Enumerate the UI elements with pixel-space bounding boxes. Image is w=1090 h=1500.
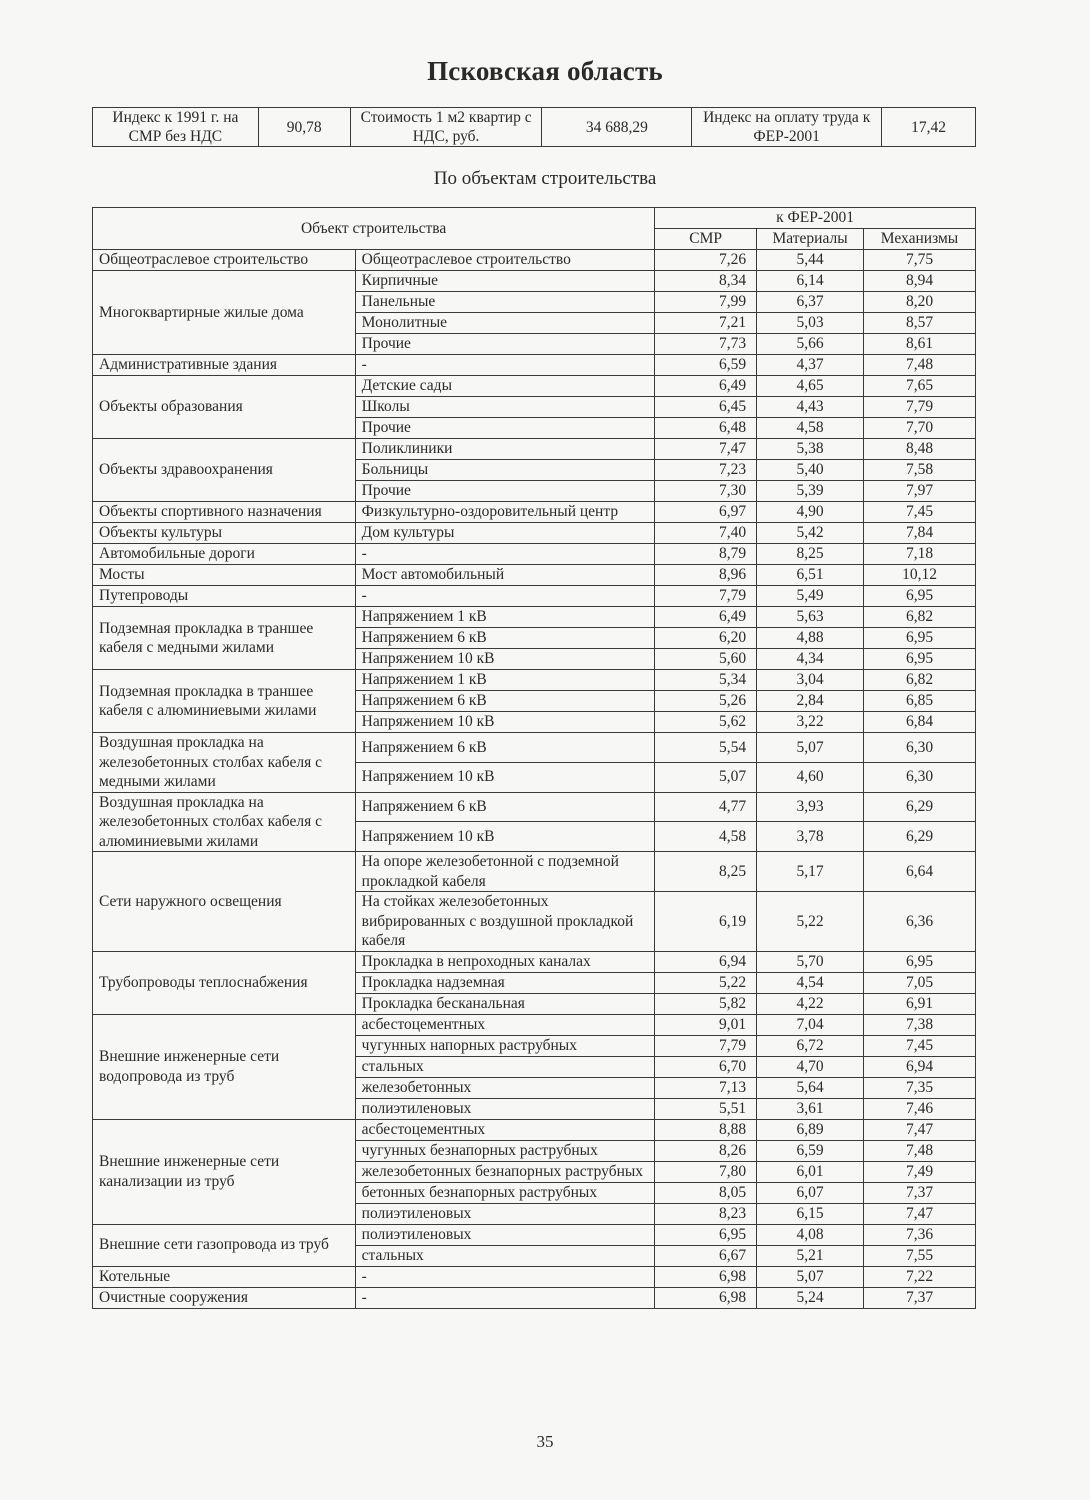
object-subtype: Больницы xyxy=(355,460,655,481)
smr-value: 8,26 xyxy=(655,1140,757,1161)
table-row xyxy=(93,852,976,892)
labor-index-label: Индекс на оплату труда к ФЕР-2001 xyxy=(692,108,882,147)
mechanisms-value: 7,35 xyxy=(864,1077,976,1098)
smr-value: 6,98 xyxy=(655,1287,757,1308)
object-category: Общеотраслевое строительство xyxy=(93,250,356,271)
header-materials: Материалы xyxy=(757,229,864,250)
materials-value: 4,90 xyxy=(757,502,864,523)
page-title: Псковская область xyxy=(427,56,663,86)
materials-value: 4,34 xyxy=(757,649,864,670)
table-row xyxy=(93,502,976,523)
mechanisms-value: 6,64 xyxy=(864,852,976,892)
smr-value: 7,40 xyxy=(655,523,757,544)
object-subtype: Прочие xyxy=(355,334,655,355)
mechanisms-value: 6,91 xyxy=(864,993,976,1014)
smr-value: 7,30 xyxy=(655,481,757,502)
mechanisms-value: 7,45 xyxy=(864,1035,976,1056)
mechanisms-value: 10,12 xyxy=(864,565,976,586)
smr-value: 7,73 xyxy=(655,334,757,355)
table-row xyxy=(93,733,976,763)
object-subtype: - xyxy=(355,355,655,376)
materials-value: 3,04 xyxy=(757,670,864,691)
object-category: Объекты здравоохранения xyxy=(93,439,356,502)
object-subtype: Кирпичные xyxy=(355,271,655,292)
object-subtype: Напряжением 6 кВ xyxy=(355,691,655,712)
mechanisms-value: 6,29 xyxy=(864,792,976,822)
materials-value: 5,44 xyxy=(757,250,864,271)
object-subtype: Напряжением 6 кВ xyxy=(355,792,655,822)
object-subtype: Напряжением 6 кВ xyxy=(355,733,655,763)
smr-value: 8,34 xyxy=(655,271,757,292)
mechanisms-value: 6,36 xyxy=(864,892,976,952)
object-category: Подземная прокладка в траншее кабеля с медными жилами xyxy=(93,607,356,670)
smr-value: 5,51 xyxy=(655,1098,757,1119)
object-subtype: Прокладка бесканальная xyxy=(355,993,655,1014)
object-subtype: Напряжением 10 кВ xyxy=(355,822,655,852)
table-row xyxy=(93,951,976,972)
smr-value: 5,60 xyxy=(655,649,757,670)
materials-value: 3,22 xyxy=(757,712,864,733)
materials-value: 5,42 xyxy=(757,523,864,544)
smr-value: 6,97 xyxy=(655,502,757,523)
object-subtype: Напряжением 10 кВ xyxy=(355,762,655,792)
object-subtype: чугунных напорных раструбных xyxy=(355,1035,655,1056)
summary-row xyxy=(93,108,976,147)
smr-value: 7,26 xyxy=(655,250,757,271)
cost-per-m2-label: Стоимость 1 м2 квартир с НДС, руб. xyxy=(350,108,542,147)
object-subtype: асбестоцементных xyxy=(355,1119,655,1140)
object-subtype: На стойках железобетонных вибрированных с воздушной прокладкой кабеля xyxy=(355,892,655,952)
smr-value: 5,82 xyxy=(655,993,757,1014)
materials-value: 6,89 xyxy=(757,1119,864,1140)
object-category: Воздушная прокладка на железобетонных столбах кабеля с медными жилами xyxy=(93,733,356,793)
header-fer-2001: к ФЕР-2001 xyxy=(655,208,976,229)
object-subtype: Прочие xyxy=(355,418,655,439)
smr-value: 7,13 xyxy=(655,1077,757,1098)
object-category: Очистные сооружения xyxy=(93,1287,356,1308)
smr-value: 6,67 xyxy=(655,1245,757,1266)
mechanisms-value: 7,97 xyxy=(864,481,976,502)
object-subtype: Прокладка в непроходных каналах xyxy=(355,951,655,972)
materials-value: 5,07 xyxy=(757,1266,864,1287)
index-1991-label: Индекс к 1991 г. на СМР без НДС xyxy=(93,108,259,147)
materials-value: 3,93 xyxy=(757,792,864,822)
mechanisms-value: 7,46 xyxy=(864,1098,976,1119)
object-category: Трубопроводы теплоснабжения xyxy=(93,951,356,1014)
mechanisms-value: 8,94 xyxy=(864,271,976,292)
table-header xyxy=(93,208,976,250)
table-row xyxy=(93,439,976,460)
object-category: Путепроводы xyxy=(93,586,356,607)
object-category: Сети наружного освещения xyxy=(93,852,356,952)
mechanisms-value: 7,18 xyxy=(864,544,976,565)
smr-value: 7,47 xyxy=(655,439,757,460)
materials-value: 4,88 xyxy=(757,628,864,649)
mechanisms-value: 7,47 xyxy=(864,1203,976,1224)
materials-value: 7,04 xyxy=(757,1014,864,1035)
object-category: Внешние инженерные сети водопровода из труб xyxy=(93,1014,356,1119)
object-subtype: полиэтиленовых xyxy=(355,1203,655,1224)
object-subtype: Детские сады xyxy=(355,376,655,397)
mechanisms-value: 6,94 xyxy=(864,1056,976,1077)
mechanisms-value: 7,49 xyxy=(864,1161,976,1182)
materials-value: 5,64 xyxy=(757,1077,864,1098)
object-subtype: железобетонных безнапорных раструбных xyxy=(355,1161,655,1182)
smr-value: 7,23 xyxy=(655,460,757,481)
table-row xyxy=(93,1119,976,1140)
materials-value: 4,65 xyxy=(757,376,864,397)
object-category: Автомобильные дороги xyxy=(93,544,356,565)
mechanisms-value: 7,45 xyxy=(864,502,976,523)
object-category: Объекты спортивного назначения xyxy=(93,502,356,523)
smr-value: 6,98 xyxy=(655,1266,757,1287)
mechanisms-value: 6,29 xyxy=(864,822,976,852)
mechanisms-value: 7,65 xyxy=(864,376,976,397)
materials-value: 5,40 xyxy=(757,460,864,481)
smr-value: 7,21 xyxy=(655,313,757,334)
object-subtype: Прокладка надземная xyxy=(355,972,655,993)
object-subtype: Прочие xyxy=(355,481,655,502)
materials-value: 2,84 xyxy=(757,691,864,712)
mechanisms-value: 7,22 xyxy=(864,1266,976,1287)
smr-value: 6,70 xyxy=(655,1056,757,1077)
mechanisms-value: 6,30 xyxy=(864,733,976,763)
smr-value: 5,62 xyxy=(655,712,757,733)
smr-value: 7,79 xyxy=(655,1035,757,1056)
mechanisms-value: 7,48 xyxy=(864,355,976,376)
object-subtype: полиэтиленовых xyxy=(355,1098,655,1119)
object-subtype: Дом культуры xyxy=(355,523,655,544)
summary-table xyxy=(92,107,976,147)
smr-value: 8,88 xyxy=(655,1119,757,1140)
table-row xyxy=(93,565,976,586)
materials-value: 5,49 xyxy=(757,586,864,607)
mechanisms-value: 8,48 xyxy=(864,439,976,460)
object-subtype: стальных xyxy=(355,1056,655,1077)
mechanisms-value: 6,82 xyxy=(864,607,976,628)
mechanisms-value: 6,30 xyxy=(864,762,976,792)
mechanisms-value: 6,95 xyxy=(864,649,976,670)
materials-value: 4,58 xyxy=(757,418,864,439)
smr-value: 8,25 xyxy=(655,852,757,892)
smr-value: 6,94 xyxy=(655,951,757,972)
materials-value: 5,70 xyxy=(757,951,864,972)
object-subtype: Мост автомобильный xyxy=(355,565,655,586)
smr-value: 6,20 xyxy=(655,628,757,649)
smr-value: 6,19 xyxy=(655,892,757,952)
mechanisms-value: 7,55 xyxy=(864,1245,976,1266)
materials-value: 4,08 xyxy=(757,1224,864,1245)
object-subtype: Напряжением 1 кВ xyxy=(355,670,655,691)
smr-value: 5,54 xyxy=(655,733,757,763)
object-subtype: Поликлиники xyxy=(355,439,655,460)
materials-value: 3,78 xyxy=(757,822,864,852)
table-row xyxy=(93,670,976,691)
mechanisms-value: 7,37 xyxy=(864,1182,976,1203)
smr-value: 8,79 xyxy=(655,544,757,565)
materials-value: 5,66 xyxy=(757,334,864,355)
smr-value: 7,99 xyxy=(655,292,757,313)
smr-value: 9,01 xyxy=(655,1014,757,1035)
smr-value: 4,77 xyxy=(655,792,757,822)
table-row xyxy=(93,607,976,628)
smr-value: 4,58 xyxy=(655,822,757,852)
mechanisms-value: 8,57 xyxy=(864,313,976,334)
mechanisms-value: 7,37 xyxy=(864,1287,976,1308)
smr-value: 7,80 xyxy=(655,1161,757,1182)
object-category: Внешние сети газопровода из труб xyxy=(93,1224,356,1266)
table-row xyxy=(93,250,976,271)
mechanisms-value: 7,75 xyxy=(864,250,976,271)
smr-value: 6,49 xyxy=(655,607,757,628)
object-category: Объекты образования xyxy=(93,376,356,439)
object-category: Административные здания xyxy=(93,355,356,376)
table-row xyxy=(93,355,976,376)
materials-value: 5,17 xyxy=(757,852,864,892)
header-smr: СМР xyxy=(655,229,757,250)
mechanisms-value: 7,58 xyxy=(864,460,976,481)
materials-value: 5,07 xyxy=(757,733,864,763)
materials-value: 6,72 xyxy=(757,1035,864,1056)
mechanisms-value: 7,79 xyxy=(864,397,976,418)
mechanisms-value: 6,95 xyxy=(864,586,976,607)
materials-value: 6,01 xyxy=(757,1161,864,1182)
object-subtype: бетонных безнапорных раструбных xyxy=(355,1182,655,1203)
table-row xyxy=(93,544,976,565)
mechanisms-value: 6,82 xyxy=(864,670,976,691)
materials-value: 3,61 xyxy=(757,1098,864,1119)
construction-index-table xyxy=(92,207,976,1309)
object-subtype: Напряжением 6 кВ xyxy=(355,628,655,649)
smr-value: 5,22 xyxy=(655,972,757,993)
object-subtype: Панельные xyxy=(355,292,655,313)
table-row xyxy=(93,271,976,292)
object-subtype: стальных xyxy=(355,1245,655,1266)
materials-value: 5,63 xyxy=(757,607,864,628)
mechanisms-value: 6,84 xyxy=(864,712,976,733)
smr-value: 6,95 xyxy=(655,1224,757,1245)
materials-value: 6,07 xyxy=(757,1182,864,1203)
object-subtype: асбестоцементных xyxy=(355,1014,655,1035)
page-number: 35 xyxy=(536,1432,554,1451)
materials-value: 4,60 xyxy=(757,762,864,792)
labor-index-value: 17,42 xyxy=(882,108,976,147)
object-category: Воздушная прокладка на железобетонных столбах кабеля с алюминиевыми жилами xyxy=(93,792,356,852)
object-subtype: Напряжением 10 кВ xyxy=(355,712,655,733)
materials-value: 6,51 xyxy=(757,565,864,586)
materials-value: 5,38 xyxy=(757,439,864,460)
mechanisms-value: 6,85 xyxy=(864,691,976,712)
materials-value: 6,14 xyxy=(757,271,864,292)
materials-value: 6,37 xyxy=(757,292,864,313)
smr-value: 5,07 xyxy=(655,762,757,792)
header-object: Объект строительства xyxy=(93,208,655,250)
mechanisms-value: 7,47 xyxy=(864,1119,976,1140)
object-subtype: На опоре железобетонной с подземной прокладкой кабеля xyxy=(355,852,655,892)
materials-value: 4,43 xyxy=(757,397,864,418)
object-category: Объекты культуры xyxy=(93,523,356,544)
mechanisms-value: 7,48 xyxy=(864,1140,976,1161)
table-row xyxy=(93,376,976,397)
smr-value: 7,79 xyxy=(655,586,757,607)
object-subtype: - xyxy=(355,1266,655,1287)
materials-value: 8,25 xyxy=(757,544,864,565)
object-subtype: - xyxy=(355,1287,655,1308)
materials-value: 4,37 xyxy=(757,355,864,376)
materials-value: 6,15 xyxy=(757,1203,864,1224)
table-row xyxy=(93,792,976,822)
table-row xyxy=(93,586,976,607)
object-category: Мосты xyxy=(93,565,356,586)
materials-value: 4,54 xyxy=(757,972,864,993)
object-category: Внешние инженерные сети канализации из труб xyxy=(93,1119,356,1224)
table-row xyxy=(93,1266,976,1287)
smr-value: 8,23 xyxy=(655,1203,757,1224)
section-subtitle: По объектам строительства xyxy=(433,168,657,189)
mechanisms-value: 7,36 xyxy=(864,1224,976,1245)
smr-value: 6,49 xyxy=(655,376,757,397)
materials-value: 4,70 xyxy=(757,1056,864,1077)
mechanisms-value: 6,95 xyxy=(864,951,976,972)
materials-value: 5,22 xyxy=(757,892,864,952)
object-subtype: Напряжением 1 кВ xyxy=(355,607,655,628)
smr-value: 6,59 xyxy=(655,355,757,376)
object-subtype: чугунных безнапорных раструбных xyxy=(355,1140,655,1161)
object-subtype: Общеотраслевое строительство xyxy=(355,250,655,271)
object-subtype: Школы xyxy=(355,397,655,418)
object-subtype: железобетонных xyxy=(355,1077,655,1098)
object-subtype: Напряжением 10 кВ xyxy=(355,649,655,670)
mechanisms-value: 8,20 xyxy=(864,292,976,313)
header-mechanisms: Механизмы xyxy=(864,229,976,250)
object-subtype: Физкультурно-оздоровительный центр xyxy=(355,502,655,523)
mechanisms-value: 7,05 xyxy=(864,972,976,993)
index-1991-value: 90,78 xyxy=(258,108,350,147)
object-category: Многоквартирные жилые дома xyxy=(93,271,356,355)
table-body xyxy=(93,250,976,1309)
mechanisms-value: 7,84 xyxy=(864,523,976,544)
smr-value: 8,96 xyxy=(655,565,757,586)
materials-value: 5,21 xyxy=(757,1245,864,1266)
smr-value: 6,45 xyxy=(655,397,757,418)
table-row xyxy=(93,523,976,544)
table-row xyxy=(93,1224,976,1245)
object-subtype: полиэтиленовых xyxy=(355,1224,655,1245)
smr-value: 5,34 xyxy=(655,670,757,691)
mechanisms-value: 7,70 xyxy=(864,418,976,439)
mechanisms-value: 7,38 xyxy=(864,1014,976,1035)
smr-value: 6,48 xyxy=(655,418,757,439)
object-category: Подземная прокладка в траншее кабеля с алюминиевыми жилами xyxy=(93,670,356,733)
smr-value: 8,05 xyxy=(655,1182,757,1203)
object-category: Котельные xyxy=(93,1266,356,1287)
materials-value: 5,39 xyxy=(757,481,864,502)
smr-value: 5,26 xyxy=(655,691,757,712)
materials-value: 5,24 xyxy=(757,1287,864,1308)
table-row xyxy=(93,1287,976,1308)
object-subtype: Монолитные xyxy=(355,313,655,334)
object-subtype: - xyxy=(355,544,655,565)
object-subtype: - xyxy=(355,586,655,607)
mechanisms-value: 8,61 xyxy=(864,334,976,355)
table-row xyxy=(93,1014,976,1035)
materials-value: 6,59 xyxy=(757,1140,864,1161)
materials-value: 4,22 xyxy=(757,993,864,1014)
cost-per-m2-value: 34 688,29 xyxy=(542,108,692,147)
mechanisms-value: 6,95 xyxy=(864,628,976,649)
materials-value: 5,03 xyxy=(757,313,864,334)
